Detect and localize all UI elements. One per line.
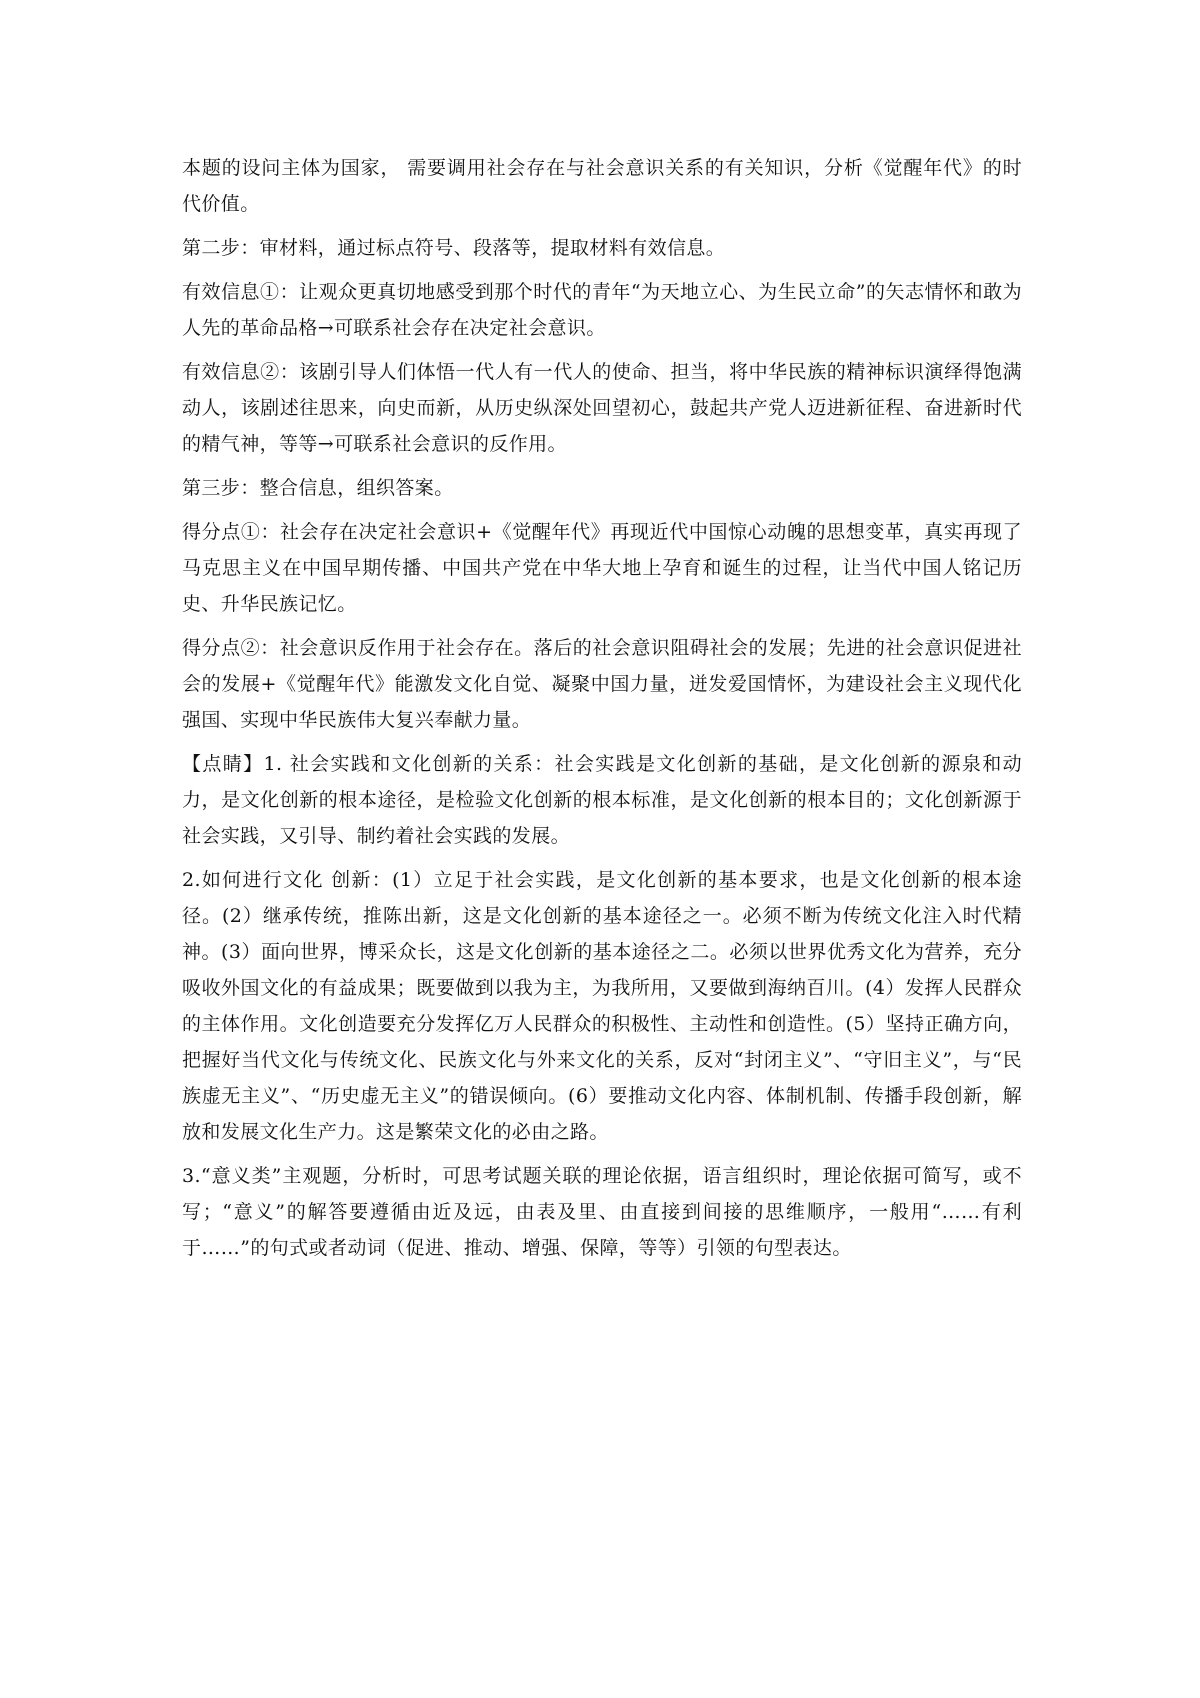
paragraph-key-point-1: 【点睛】1. 社会实践和文化创新的关系：社会实践是文化创新的基础，是文化创新的源泉和动力，是文化创新的根本途径，是检验文化创新的根本标准，是文化创新的根本目的；文化创新源于社会实践，又引导、制约着社会实践的发展。 [182, 753, 1022, 847]
paragraph-score-point-2: 得分点②：社会意识反作用于社会存在。落后的社会意识阻碍社会的发展；先进的社会意识促进社会的发展+《觉醒年代》能激发文化自觉、凝聚中国力量，迸发爱国情怀，为建设社会主义现代化强国、实现中华民族伟大复兴奉献力量。 [182, 637, 1022, 731]
paragraph-intro: 本题的设问主体为国家， 需要调用社会存在与社会意识关系的有关知识，分析《觉醒年代》的时代价值。 [182, 157, 1022, 215]
paragraph-step-two: 第二步：审材料，通过标点符号、段落等，提取材料有效信息。 [182, 237, 726, 259]
paragraph-score-point-1: 得分点①：社会存在决定社会意识+《觉醒年代》再现近代中国惊心动魄的思想变革，真实再现了马克思主义在中国早期传播、中国共产党在中华大地上孕育和诞生的过程，让当代中国人铭记历史、升华民族记忆。 [182, 521, 1022, 615]
paragraph-step-three: 第三步：整合信息，组织答案。 [182, 477, 454, 499]
paragraph-key-point-3: 3.“意义类”主观题，分析时，可思考试题关联的理论依据，语言组织时，理论依据可简写，或不写；“意义”的解答要遵循由近及远，由表及里、由直接到间接的思维顺序，一般用“……有利于……”的句式或者动词（促进、推动、增强、保障，等等）引领的句型表达。 [182, 1165, 1022, 1259]
paragraph-effective-info-1: 有效信息①：让观众更真切地感受到那个时代的青年“为天地立心、为生民立命”的矢志情怀和敢为人先的革命品格→可联系社会存在决定社会意识。 [182, 281, 1022, 339]
paragraph-effective-info-2: 有效信息②：该剧引导人们体悟一代人有一代人的使命、担当，将中华民族的精神标识演绎得饱满动人，该剧述往思来，向史而新，从历史纵深处回望初心，鼓起共产党人迈进新征程、奋进新时代的精气神，等等→可联系社会意识的反作用。 [182, 361, 1022, 455]
document-body [182, 150, 1022, 1274]
paragraph-key-point-2: 2.如何进行文化 创新：(1）立足于社会实践，是文化创新的基本要求，也是文化创新的根本途径。(2）继承传统，推陈出新，这是文化创新的基本途径之一。必须不断为传统文化注入时代精神。(3）面向世界，博采众长，这是文化创新的基本途径之二。必须以世界优秀文化为营养，充分吸收外国文化的有益成果；既要做到以我为主，为我所用，又要做到海纳百川。(4）发挥人民群众的主体作用。文化创造要充分发挥亿万人民群众的积极性、主动性和创造性。(5）坚持正确方向，把握好当代文化与传统文化、民族文化与外来文化的关系，反对“封闭主义”、“守旧主义”，与“民族虚无主义”、“历史虚无主义”的错误倾向。(6）要推动文化内容、体制机制、传播手段创新，解放和发展文化生产力。这是繁荣文化的必由之路。 [182, 869, 1022, 1143]
